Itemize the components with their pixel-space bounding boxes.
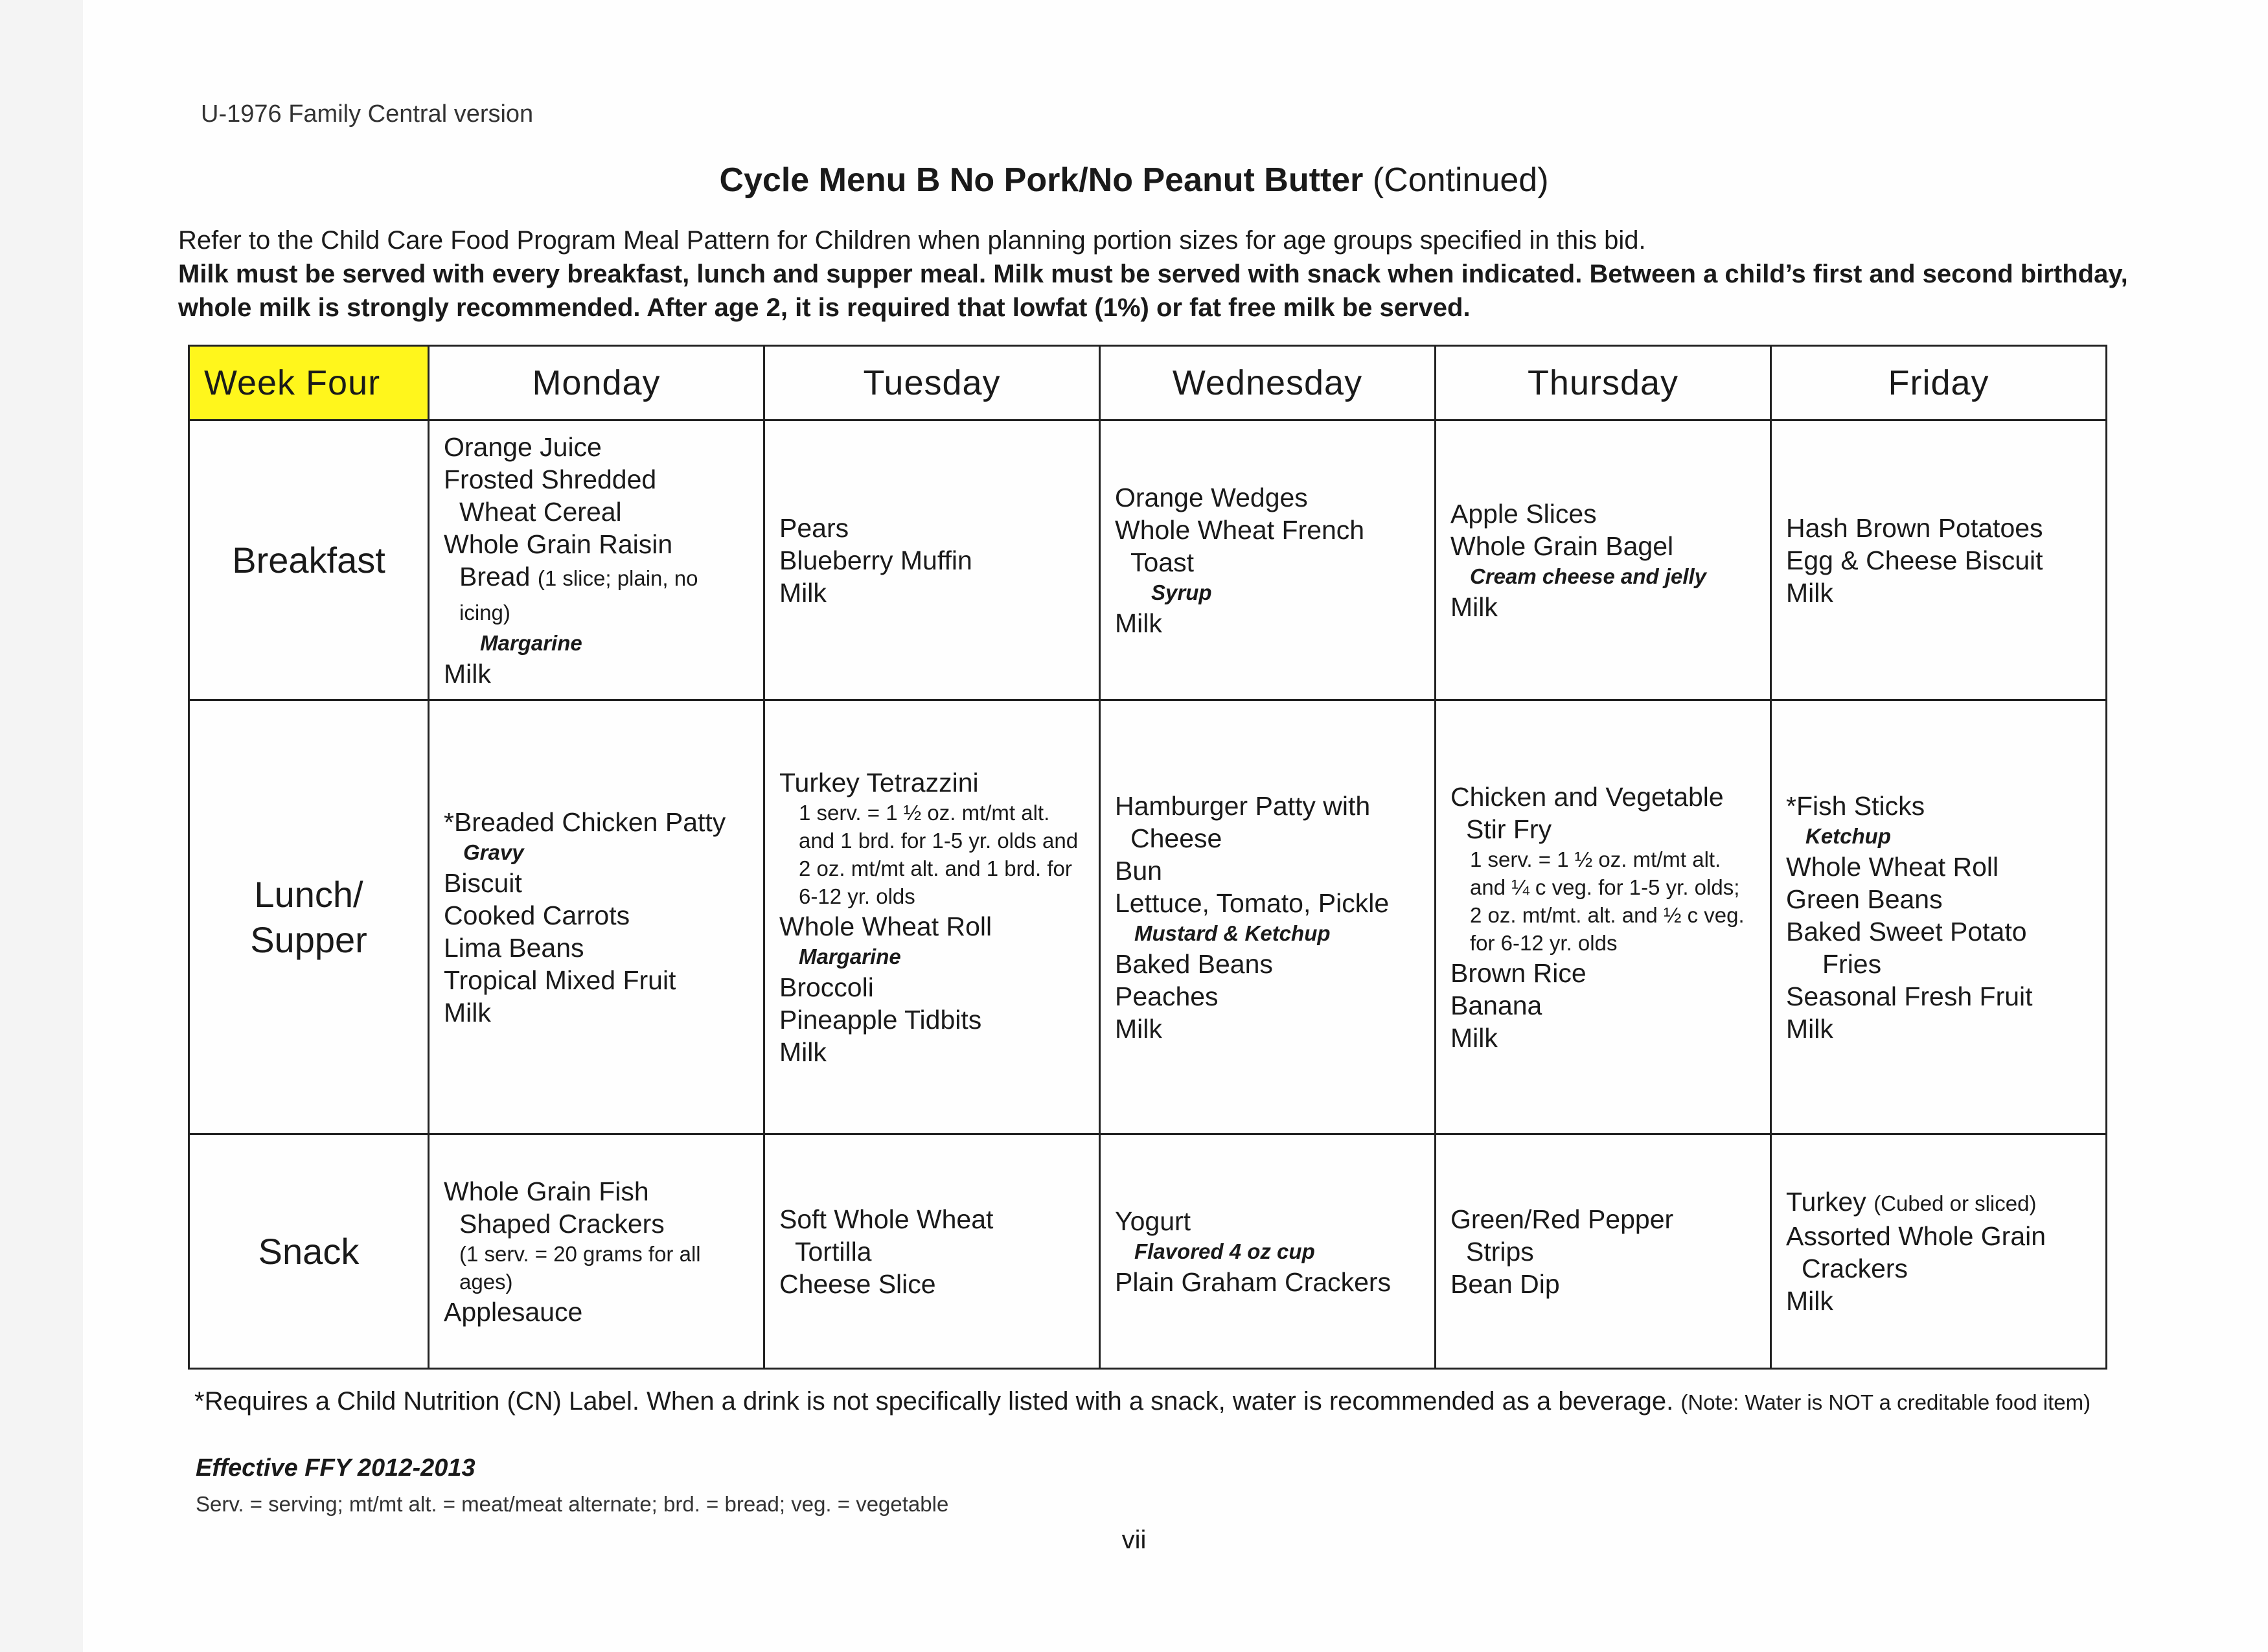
title-main: Cycle Menu B No Pork/No Peanut Butter — [719, 161, 1364, 199]
menu-item: Milk — [1786, 577, 1833, 608]
snack-wednesday — [1100, 1134, 1436, 1369]
menu-item: Turkey Tetrazzini — [779, 767, 979, 797]
menu-item: Whole Wheat French — [1115, 514, 1365, 545]
breakfast-wednesday — [1100, 420, 1436, 700]
breakfast-friday — [1771, 420, 2107, 700]
snack-row — [189, 1134, 2107, 1369]
menu-item: Milk — [1115, 608, 1162, 638]
menu-item: *Breaded Chicken Patty — [444, 807, 726, 837]
intro-line: Refer to the Child Care Food Program Meal Pattern for Children when planning portion sizes for age groups specified in this bid. — [178, 226, 1646, 255]
menu-item: Hamburger Patty with — [1115, 790, 1371, 821]
page-title — [0, 161, 2268, 200]
menu-item: Wheat Cereal — [459, 496, 622, 527]
menu-item: Plain Graham Crackers — [1115, 1267, 1392, 1297]
lunch-friday — [1771, 700, 2107, 1134]
menu-item: Egg & Cheese Biscuit — [1786, 545, 2043, 575]
intro-text — [178, 224, 2154, 325]
portion-note: (1 serv. = 20 grams for all ages) — [459, 1241, 701, 1294]
breakfast-monday — [429, 420, 764, 700]
menu-item: Assorted Whole Grain — [1786, 1221, 2046, 1251]
cn-label-text: *Requires a Child Nutrition (CN) Label. When a drink is not specifically listed with a snack, water is recommended as a beverage. — [194, 1387, 1674, 1416]
lunch-supper-row — [189, 700, 2107, 1134]
effective-date: Effective FFY 2012-2013 — [196, 1454, 475, 1482]
portion-note: 1 serv. = 1 ½ oz. mt/mt alt. and ¼ c veg. for 1-5 yr. olds; 2 oz. mt/mt. alt. and ½ c veg. for 6-12 yr. olds — [1470, 847, 1745, 955]
snack-monday — [429, 1134, 764, 1369]
menu-item: Milk — [1115, 1013, 1162, 1044]
menu-item: Soft Whole Wheat — [779, 1204, 994, 1234]
menu-item: Whole Grain Raisin — [444, 529, 673, 559]
menu-item-with-note — [444, 560, 749, 629]
day-header-monday: Monday — [429, 346, 764, 420]
menu-item: Whole Wheat Roll — [1786, 851, 1999, 882]
title-suffix: (Continued) — [1372, 161, 1549, 199]
snack-thursday — [1436, 1134, 1771, 1369]
meal-label-line: Supper — [250, 919, 367, 960]
water-note: (Note: Water is NOT a creditable food item) — [1680, 1390, 2091, 1414]
menu-item: Banana — [1450, 990, 1542, 1020]
menu-item: Baked Beans — [1115, 948, 1273, 979]
menu-item: Milk — [444, 658, 491, 689]
meal-label-breakfast: Breakfast — [189, 420, 429, 700]
menu-item: Toast — [1130, 547, 1194, 577]
abbreviations-legend: Serv. = serving; mt/mt alt. = meat/meat alternate; brd. = bread; veg. = vegetable — [196, 1492, 949, 1516]
menu-item: Stir Fry — [1466, 814, 1552, 844]
menu-item: Milk — [779, 1037, 827, 1067]
menu-item: Strips — [1466, 1236, 1534, 1267]
menu-item: Milk — [1450, 1022, 1498, 1053]
menu-item: Whole Wheat Roll — [779, 911, 992, 941]
menu-item: *Fish Sticks — [1786, 790, 1925, 821]
menu-item: Turkey — [1786, 1187, 1866, 1217]
breakfast-thursday — [1436, 420, 1771, 700]
menu-item: Peaches — [1115, 981, 1219, 1011]
lunch-tuesday — [764, 700, 1100, 1134]
portion-note: (Cubed or sliced) — [1873, 1191, 2037, 1215]
condiment: Ketchup — [1805, 823, 1891, 848]
version-label: U-1976 Family Central version — [201, 100, 534, 128]
lunch-monday — [429, 700, 764, 1134]
portion-note: (1 slice; plain, no icing) — [459, 566, 698, 625]
menu-item: Milk — [1786, 1013, 1833, 1044]
condiment: Gravy — [463, 840, 524, 864]
menu-item: Shaped Crackers — [459, 1208, 665, 1239]
snack-friday — [1771, 1134, 2107, 1369]
menu-item: Brown Rice — [1450, 958, 1586, 988]
menu-item: Milk — [1450, 591, 1498, 622]
menu-item: Whole Grain Fish — [444, 1176, 649, 1206]
day-header-friday: Friday — [1771, 346, 2107, 420]
menu-item: Green/Red Pepper — [1450, 1204, 1674, 1234]
condiment: Cream cheese and jelly — [1470, 564, 1707, 588]
condiment: Margarine — [799, 944, 901, 969]
page-number: vii — [1121, 1526, 1147, 1554]
menu-item: Applesauce — [444, 1296, 583, 1327]
menu-item: Orange Wedges — [1115, 482, 1308, 512]
condiment: Syrup — [1151, 580, 1212, 604]
week-label: Week Four — [189, 346, 429, 420]
menu-item: Milk — [1786, 1286, 1833, 1316]
meal-label-line: Lunch/ — [254, 873, 363, 915]
breakfast-tuesday — [764, 420, 1100, 700]
menu-item: Crackers — [1802, 1254, 1908, 1283]
menu-item: Broccoli — [779, 972, 874, 1002]
menu-item: Chicken and Vegetable — [1450, 781, 1724, 812]
menu-item: Tropical Mixed Fruit — [444, 965, 676, 995]
menu-item: Lima Beans — [444, 932, 584, 963]
day-header-thursday: Thursday — [1436, 346, 1771, 420]
menu-item: Cheese — [1130, 823, 1222, 853]
condiment: Margarine — [480, 630, 582, 655]
condiment: Mustard & Ketchup — [1134, 921, 1331, 945]
menu-item: Hash Brown Potatoes — [1786, 512, 2043, 543]
menu-item: Milk — [444, 997, 491, 1027]
menu-item: Frosted Shredded — [444, 464, 657, 494]
lunch-thursday — [1436, 700, 1771, 1134]
menu-item: Cooked Carrots — [444, 900, 630, 930]
menu-item: Cheese Slice — [779, 1268, 936, 1299]
menu-item: Fries — [1822, 948, 1882, 979]
menu-item: Lettuce, Tomato, Pickle — [1115, 888, 1390, 918]
milk-requirement-text: Milk must be served with every breakfast, lunch and supper meal. Milk must be served with snack when indicated. Between a child’s first and second birthday, whole milk is strongly recommended. After age 2, it is required that lowfat (1%) or fat free milk be served. — [178, 260, 2128, 322]
day-header-wednesday: Wednesday — [1100, 346, 1436, 420]
menu-item: Yogurt — [1115, 1206, 1191, 1236]
menu-item: Baked Sweet Potato — [1786, 916, 2027, 946]
menu-table — [188, 345, 2107, 1370]
snack-tuesday — [764, 1134, 1100, 1369]
menu-item: Blueberry Muffin — [779, 545, 972, 575]
meal-label-snack: Snack — [189, 1134, 429, 1369]
menu-item: Bean Dip — [1450, 1268, 1560, 1299]
menu-item: Milk — [779, 577, 827, 608]
menu-item: Pineapple Tidbits — [779, 1004, 982, 1035]
menu-item: Apple Slices — [1450, 498, 1597, 529]
menu-item: Bun — [1115, 855, 1162, 886]
menu-item: Pears — [779, 512, 849, 543]
menu-item: Seasonal Fresh Fruit — [1786, 981, 2033, 1011]
menu-item: Biscuit — [444, 867, 522, 898]
menu-item: Whole Grain Bagel — [1450, 531, 1674, 561]
breakfast-row — [189, 420, 2107, 700]
condiment: Flavored 4 oz cup — [1134, 1239, 1315, 1263]
meal-label-lunch-supper — [189, 700, 429, 1134]
portion-note: 1 serv. = 1 ½ oz. mt/mt alt. and 1 brd. for 1-5 yr. olds and 2 oz. mt/mt alt. and 1 brd. for 6-12 yr. olds — [799, 800, 1079, 908]
menu-item: Orange Juice — [444, 431, 602, 462]
table-header-row — [189, 346, 2107, 420]
menu-item-with-note — [1786, 1186, 2091, 1220]
menu-item: Bread — [459, 561, 531, 591]
cn-label-footnote — [194, 1385, 2125, 1419]
day-header-tuesday: Tuesday — [764, 346, 1100, 420]
lunch-wednesday — [1100, 700, 1436, 1134]
menu-item: Green Beans — [1786, 884, 1943, 914]
menu-item: Tortilla — [795, 1236, 872, 1267]
